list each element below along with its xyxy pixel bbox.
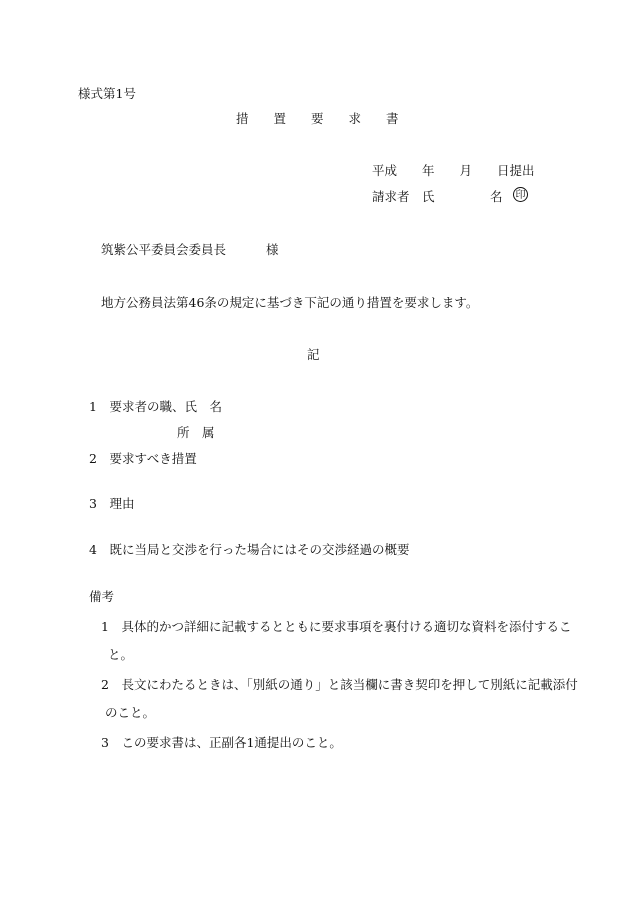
ki-heading: 記 xyxy=(307,347,320,362)
requester-name-suffix: 名 xyxy=(490,189,503,204)
remark-2: 2 長文にわたるときは、「別紙の通り」と該当欄に書き契印を押して別紙に記載添付 xyxy=(101,677,578,692)
document-title: 措 置 要 求 書 xyxy=(236,111,399,126)
remarks-heading: 備考 xyxy=(89,589,115,604)
item-4: 4 既に当局と交渉を行った場合にはその交渉経過の概要 xyxy=(89,542,410,557)
addressee: 筑紫公平委員会委員長 xyxy=(101,242,227,257)
seal-mark: 印 xyxy=(513,187,528,202)
remark-3: 3 この要求書は、正副各1通提出のこと。 xyxy=(101,735,342,750)
item-2: 2 要求すべき措置 xyxy=(89,451,197,466)
preamble: 地方公務員法第46条の規定に基づき下記の通り措置を要求します。 xyxy=(101,295,479,310)
item-1: 1 要求者の職、氏 名 xyxy=(89,399,222,414)
submission-date-line: 平成 年 月 日提出 xyxy=(372,163,535,178)
remark-1-continuation: と。 xyxy=(108,647,134,662)
remark-2-continuation: のこと。 xyxy=(105,705,156,720)
addressee-honorific: 様 xyxy=(266,242,279,257)
item-3: 3 理由 xyxy=(89,496,135,511)
form-number: 様式第1号 xyxy=(78,86,136,101)
requester-label: 請求者 氏 xyxy=(372,189,435,204)
item-1-affiliation: 所 属 xyxy=(177,425,215,440)
remark-1: 1 具体的かつ詳細に記載するとともに要求事項を裏付ける適切な資料を添付するこ xyxy=(101,619,572,634)
